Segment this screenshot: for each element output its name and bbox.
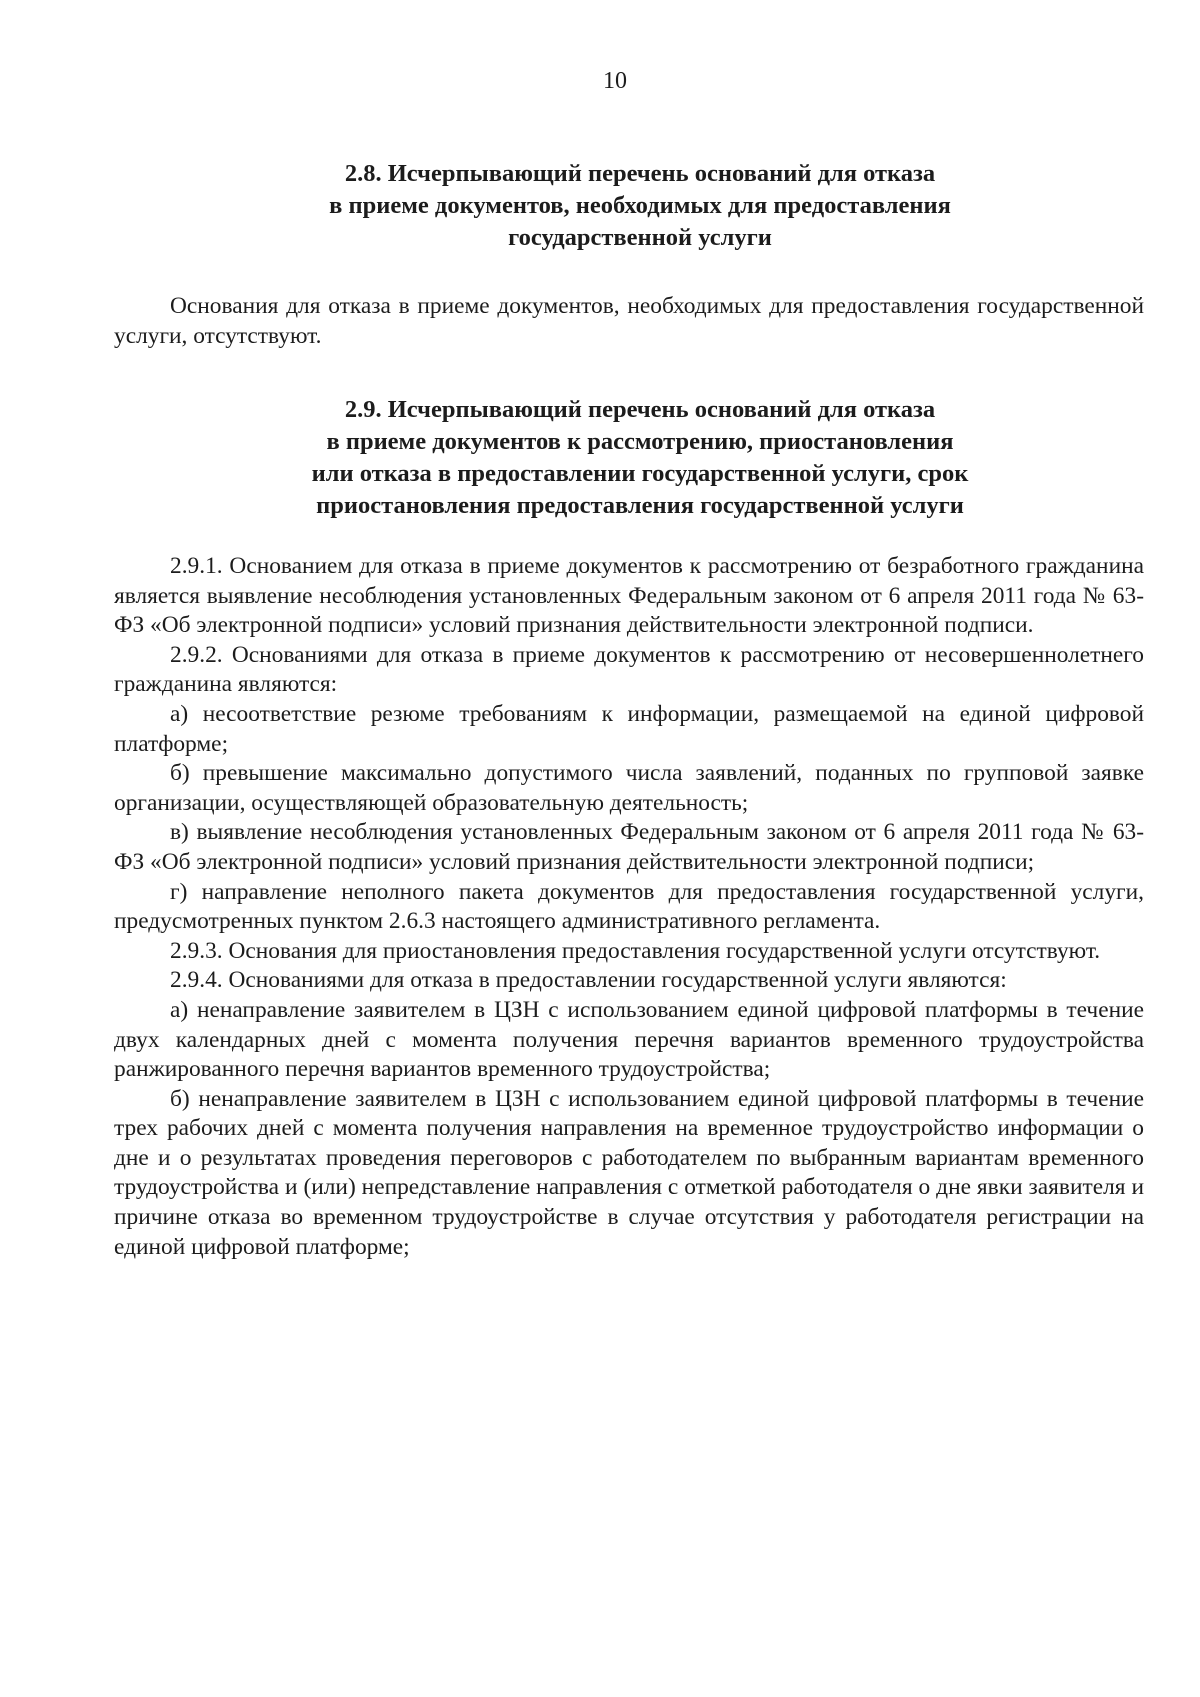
page-number: 10 bbox=[603, 68, 627, 94]
heading-line: 2.9. Исчерпывающий перечень оснований для отказа bbox=[344, 396, 936, 423]
list-item-2-9-4-a: а) ненаправление заявителем в ЦЗН с использованием единой цифровой платформы в течение двух календарных дней с момента получения перечня вариантов временного трудоустройства ранжированного перечня вариантов временного трудоустройства; bbox=[114, 996, 1144, 1083]
heading-line: в приеме документов к рассмотрению, приостановления bbox=[326, 428, 954, 455]
section-2-9-body bbox=[114, 552, 1144, 1262]
paragraph-2-9-3: 2.9.3. Основания для приостановления предоставления государственной услуги отсутствуют. bbox=[170, 937, 1101, 964]
paragraph-2-9-4: 2.9.4. Основаниями для отказа в предоставлении государственной услуги являются: bbox=[170, 967, 1007, 994]
list-item-2-9-2-a: а) несоответствие резюме требованиям к информации, размещаемой на единой цифровой платформе; bbox=[114, 700, 1144, 757]
section-2-8-heading bbox=[120, 158, 1160, 254]
section-2-8-body bbox=[114, 292, 1144, 351]
list-item-2-9-2-b: б) превышение максимально допустимого числа заявлений, поданных по групповой заявке организации, осуществляющей образовательную деятельность; bbox=[114, 760, 1144, 816]
heading-line: 2.8. Исчерпывающий перечень оснований для отказа bbox=[344, 160, 936, 187]
heading-line: или отказа в предоставлении государственной услуги, срок bbox=[311, 460, 969, 487]
section-2-9-heading bbox=[120, 394, 1160, 522]
paragraph-2-9-2: 2.9.2. Основаниями для отказа в приеме документов к рассмотрению от несовершеннолетнего гражданина являются: bbox=[114, 641, 1144, 698]
list-item-2-9-2-v: в) выявление несоблюдения установленных Федеральным законом от 6 апреля 2011 года № 63-ФЗ «Об электронной подписи» условий признания действительности электронной подписи; bbox=[114, 819, 1144, 875]
heading-line: государственной услуги bbox=[508, 224, 772, 251]
paragraph-2-9-1: 2.9.1. Основанием для отказа в приеме документов к рассмотрению от безработного гражданина является выявление несоблюдения установленных Федеральным законом от 6 апреля 2011 года № 63-ФЗ «Об электронной подписи» условий признания действительности электронной подписи. bbox=[114, 553, 1144, 639]
heading-line: приостановления предоставления государственной услуги bbox=[316, 492, 964, 519]
heading-line: в приеме документов, необходимых для предоставления bbox=[329, 192, 951, 219]
list-item-2-9-4-b: б) ненаправление заявителем в ЦЗН с использованием единой цифровой платформы в течение трех рабочих дней с момента получения направления на временное трудоустройство информации о дне и о результатах проведения переговоров с работодателем по выбранным вариантам временного трудоустройства и (или) непредставление направления с отметкой работодателя о дне явки заявителя и причине отказа во временном трудоустройстве в случае отсутствия у работодателя регистрации на единой цифровой платформе; bbox=[114, 1085, 1144, 1260]
list-item-2-9-2-g: г) направление неполного пакета документов для предоставления государственной услуги, предусмотренных пунктом 2.6.3 настоящего административного регламента. bbox=[114, 878, 1144, 935]
paragraph: Основания для отказа в приеме документов, необходимых для предоставления государственной услуги, отсутствуют. bbox=[114, 293, 1144, 349]
